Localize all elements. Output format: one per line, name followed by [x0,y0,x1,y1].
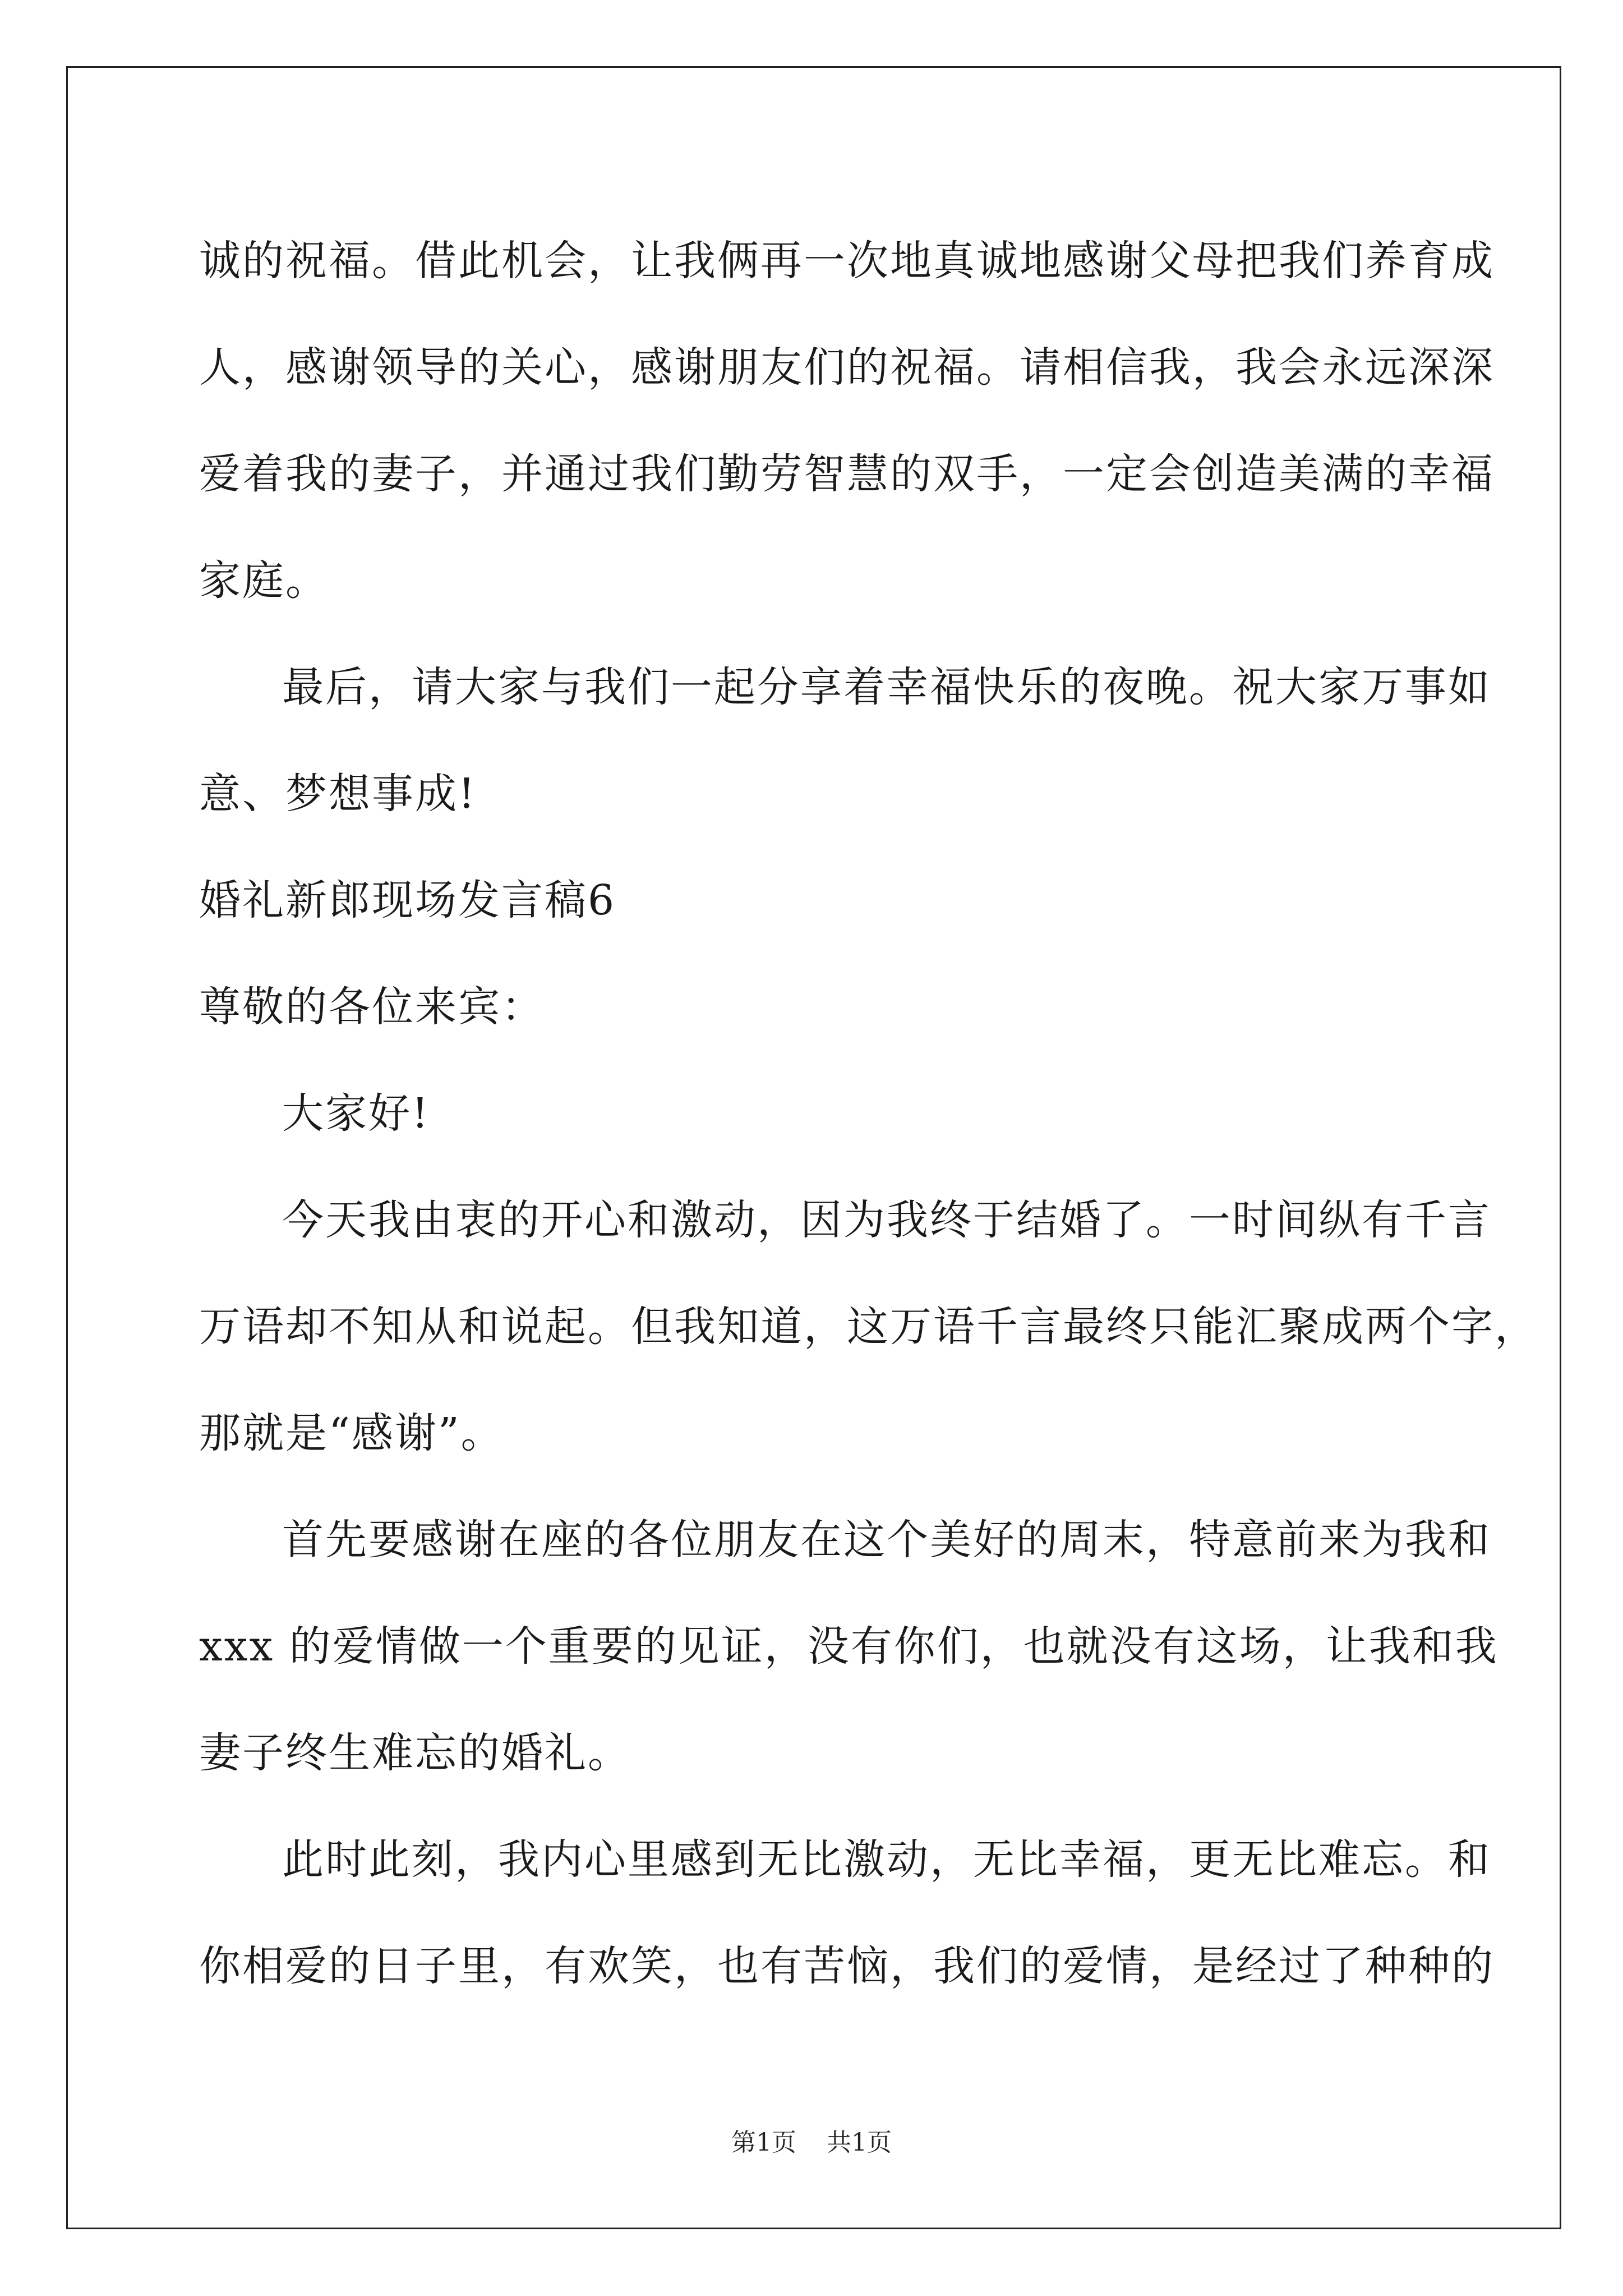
text-line: 最后，请大家与我们一起分享着幸福快乐的夜晚。祝大家万事如 [282,663,1491,711]
text-line: 家庭。 [199,556,329,605]
text-line: 那就是“感谢”。 [199,1409,504,1457]
document-body [199,208,1538,2019]
text-line: 意、梦想事成! [199,770,477,818]
text-line: 首先要感谢在座的各位朋友在这个美好的周末，特意前来为我和 [282,1516,1491,1564]
text-line: 此时此刻，我内心里感到无比激动，无比幸福，更无比难忘。和 [282,1835,1491,1884]
text-line: 万语却不知从和说起。但我知道，这万语千言最终只能汇聚成两个字， [199,1303,1538,1351]
page-total: 共1页 [827,2128,892,2157]
text-line: 爱着我的妻子，并通过我们勤劳智慧的双手，一定会创造美满的幸福 [199,450,1495,498]
text-line: 诚的祝福。借此机会，让我俩再一次地真诚地感谢父母把我们养育成 [199,237,1495,285]
section-heading: 婚礼新郎现场发言稿6 [199,876,616,924]
text-line: 今天我由衷的开心和激动，因为我终于结婚了。一时间纵有千言 [282,1196,1491,1244]
text-line: 你相爱的日子里，有欢笑，也有苦恼，我们的爱情，是经过了种种的 [199,1942,1495,1990]
greeting: 大家好! [282,1089,430,1138]
text-line: 妻子终生难忘的婚礼。 [199,1729,631,1777]
salutation: 尊敬的各位来宾： [199,983,545,1031]
page-number: 第1页 [731,2128,796,2157]
text-line: xxx 的爱情做一个重要的见证，没有你们，也就没有这场，让我和我 [199,1622,1498,1671]
page-footer [0,2126,1623,2160]
text-line: 人，感谢领导的关心，感谢朋友们的祝福。请相信我，我会永远深深 [199,343,1495,392]
